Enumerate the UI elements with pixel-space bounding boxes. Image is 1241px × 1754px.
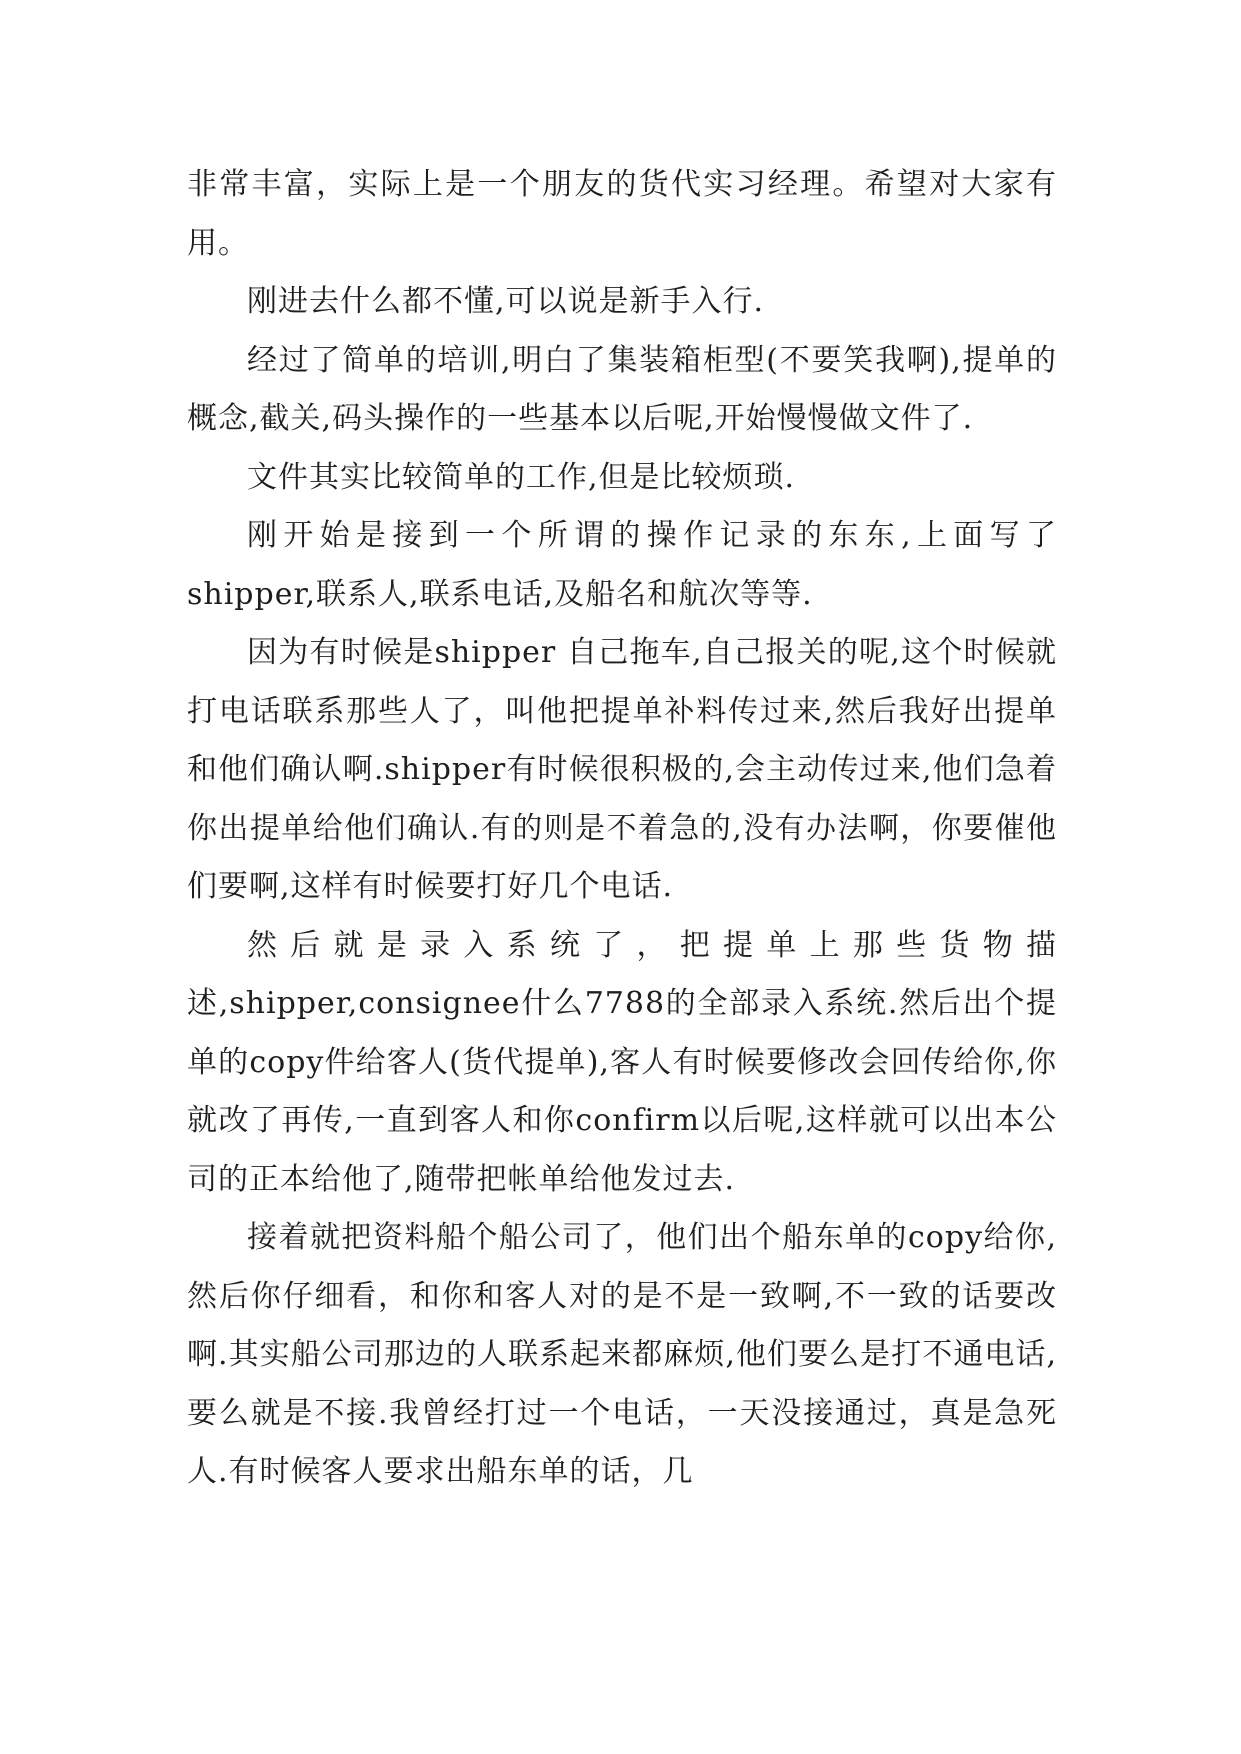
paragraph-7: 然后就是录入系统了，把提单上那些货物描述,shipper,consignee什么7788的全部录入系统.然后出个提单的copy件给客人(货代提单),客人有时候要修改会回传给你,你就改了再传,一直到客人和你confirm以后呢,这样就可以出本公司的正本给他了,随带把帐单给他发过去. [187, 927, 1057, 1197]
paragraph-5: 刚开始是接到一个所谓的操作记录的东东,上面写了shipper,联系人,联系电话,及船名和航次等等. [187, 518, 1057, 612]
paragraph-3: 经过了简单的培训,明白了集装箱柜型(不要笑我啊),提单的概念,截关,码头操作的一些基本以后呢,开始慢慢做文件了. [187, 342, 1057, 436]
paragraph-6: 因为有时候是shipper 自己拖车,自己报关的呢,这个时候就打电话联系那些人了，叫他把提单补料传过来,然后我好出提单和他们确认啊.shipper有时候很积极的,会主动传过来,他们急着你出提单给他们确认.有的则是不着急的,没有办法啊，你要催他们要啊,这样有时候要打好几个电话. [187, 635, 1057, 904]
paragraph-1: 非常丰富，实际上是一个朋友的货代实习经理。希望对大家有用。 [187, 167, 1057, 261]
paragraph-4: 文件其实比较简单的工作,但是比较烦琐. [247, 459, 796, 495]
paragraph-2: 刚进去什么都不懂,可以说是新手入行. [247, 284, 765, 319]
document-body [187, 156, 1057, 1502]
paragraph-8: 接着就把资料船个船公司了，他们出个船东单的copy给你,然后你仔细看，和你和客人对的是不是一致啊,不一致的话要改啊.其实船公司那边的人联系起来都麻烦,他们要么是打不通电话,要么就是不接.我曾经打过一个电话，一天没接通过，真是急死人.有时候客人要求出船东单的话，几 [187, 1220, 1057, 1489]
